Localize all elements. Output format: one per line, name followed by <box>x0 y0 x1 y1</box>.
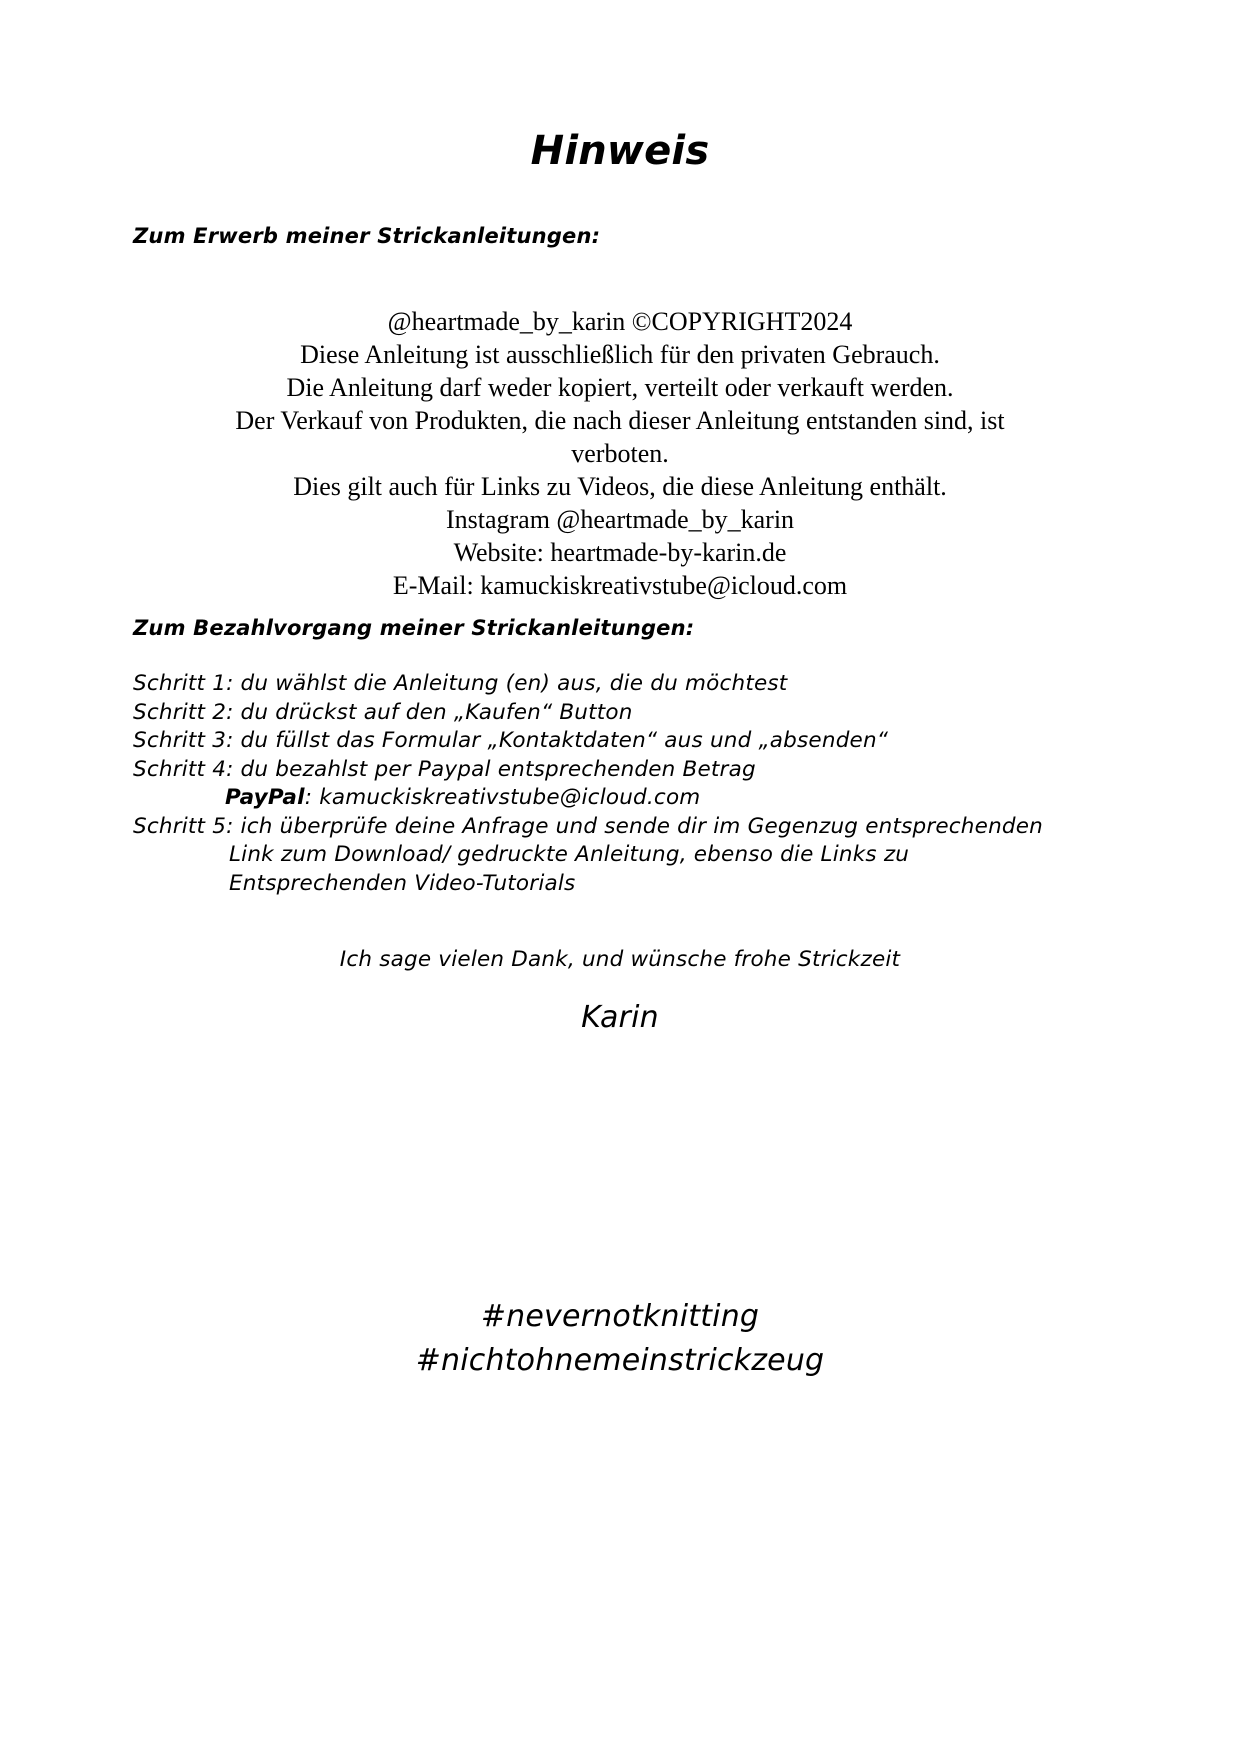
step-item: Schritt 5: ich überprüfe deine Anfrage und sende dir im Gegenzug entsprechenden <box>133 813 1043 839</box>
step-item: Schritt 3: du füllst das Formular „Kontaktdaten“ aus und „absenden“ <box>133 728 889 753</box>
thanks-line: Ich sage vielen Dank, und wünsche frohe Strickzeit <box>339 947 901 972</box>
copyright-line: Die Anleitung darf weder kopiert, verteilt oder verkauft werden. <box>286 373 954 402</box>
step-item-continuation: Link zum Download/ gedruckte Anleitung, ebenso die Links zu <box>229 842 910 867</box>
copyright-line: @heartmade_by_karin ©COPYRIGHT2024 <box>387 307 853 336</box>
purchase-section-heading: Zum Erwerb meiner Strickanleitungen: <box>133 224 601 248</box>
instagram-handle-line: Instagram @heartmade_by_karin <box>445 505 795 534</box>
email-line: E-Mail: kamuckiskreativstube@icloud.com <box>392 571 848 600</box>
paypal-separator: : <box>304 785 320 810</box>
page-title: Hinweis <box>530 128 710 174</box>
copyright-line: Der Verkauf von Produkten, die nach dieser Anleitung entstanden sind, ist <box>235 406 1005 435</box>
copyright-line: Diese Anleitung ist ausschließlich für den privaten Gebrauch. <box>300 340 940 369</box>
step-item: Schritt 4: du bezahlst per Paypal entsprechenden Betrag <box>133 756 756 782</box>
step-item-continuation: Entsprechenden Video-Tutorials <box>229 870 576 896</box>
step-item: Schritt 2: du drückst auf den „Kaufen“ Button <box>133 699 633 725</box>
paypal-label: PayPal <box>225 785 305 810</box>
hashtag: #nichtohnemeinstrickzeug <box>415 1343 825 1378</box>
copyright-block <box>155 305 1085 602</box>
copyright-line: verboten. <box>571 439 669 468</box>
signature: Karin <box>581 1000 659 1035</box>
step-item: Schritt 1: du wählst die Anleitung (en) aus, die du möchtest <box>133 671 788 696</box>
copyright-line: Dies gilt auch für Links zu Videos, die diese Anleitung enthält. <box>293 472 947 501</box>
payment-section-heading: Zum Bezahlvorgang meiner Strickanleitungen: <box>133 616 695 640</box>
website-line: Website: heartmade-by-karin.de <box>453 538 787 567</box>
paypal-email: kamuckiskreativstube@icloud.com <box>319 785 701 810</box>
hashtag: #nevernotknitting <box>480 1299 760 1334</box>
payment-steps-list <box>133 670 1133 898</box>
paypal-line <box>133 784 1133 813</box>
hashtag-block <box>0 1295 1240 1383</box>
